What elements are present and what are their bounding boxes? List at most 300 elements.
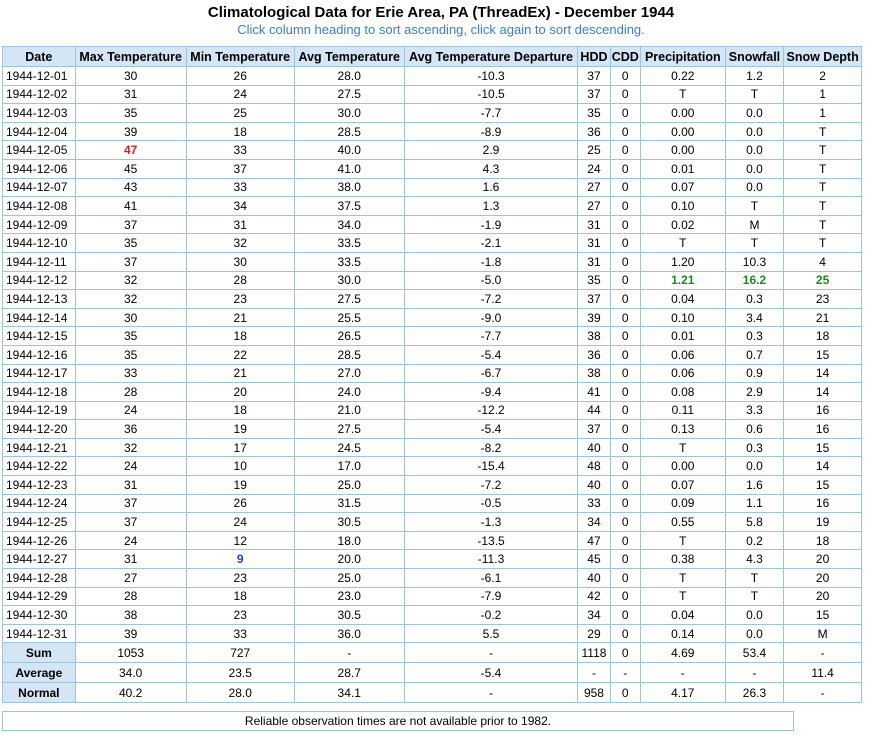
column-header-avg-temperature-departure[interactable]: Avg Temperature Departure bbox=[404, 47, 578, 67]
cell-snowfall: 0.0 bbox=[725, 122, 784, 141]
cell-date: 1944-12-14 bbox=[3, 308, 76, 327]
cell-max-temperature: 28 bbox=[75, 383, 186, 402]
cell-min-temperature: 18 bbox=[186, 401, 294, 420]
cell-min-temperature: 21 bbox=[186, 364, 294, 383]
table-row bbox=[3, 178, 862, 197]
summary-cell: 34.1 bbox=[294, 683, 404, 703]
summary-cell: 0 bbox=[610, 643, 640, 663]
cell-precipitation: 0.14 bbox=[640, 624, 725, 643]
cell-min-temperature: 34 bbox=[186, 197, 294, 216]
cell-snow-depth: 1 bbox=[784, 104, 862, 123]
table-row bbox=[3, 271, 862, 290]
cell-hdd: 35 bbox=[578, 271, 610, 290]
cell-max-temperature: 38 bbox=[75, 606, 186, 625]
table-row bbox=[3, 290, 862, 309]
cell-avg-temperature-departure: -7.2 bbox=[404, 476, 578, 495]
cell-date: 1944-12-28 bbox=[3, 569, 76, 588]
cell-avg-temperature: 41.0 bbox=[294, 159, 404, 178]
summary-cell: - bbox=[725, 663, 784, 683]
table-row bbox=[3, 364, 862, 383]
cell-cdd: 0 bbox=[610, 345, 640, 364]
cell-avg-temperature: 27.5 bbox=[294, 420, 404, 439]
cell-snowfall: 0.0 bbox=[725, 606, 784, 625]
cell-min-temperature: 23 bbox=[186, 569, 294, 588]
summary-cell: 11.4 bbox=[784, 663, 862, 683]
cell-snowfall: 0.3 bbox=[725, 290, 784, 309]
table-row bbox=[3, 345, 862, 364]
cell-avg-temperature-departure: -13.5 bbox=[404, 531, 578, 550]
cell-hdd: 40 bbox=[578, 476, 610, 495]
table-row bbox=[3, 476, 862, 495]
cell-snow-depth: 16 bbox=[784, 494, 862, 513]
cell-precipitation: 0.11 bbox=[640, 401, 725, 420]
cell-avg-temperature: 30.0 bbox=[294, 104, 404, 123]
cell-snow-depth: 16 bbox=[784, 420, 862, 439]
cell-avg-temperature: 31.5 bbox=[294, 494, 404, 513]
table-row bbox=[3, 159, 862, 178]
cell-hdd: 48 bbox=[578, 457, 610, 476]
cell-snowfall: 1.1 bbox=[725, 494, 784, 513]
cell-max-temperature: 30 bbox=[75, 67, 186, 86]
cell-snowfall: 0.6 bbox=[725, 420, 784, 439]
cell-snowfall: T bbox=[725, 234, 784, 253]
cell-precipitation: 0.13 bbox=[640, 420, 725, 439]
cell-hdd: 33 bbox=[578, 494, 610, 513]
cell-avg-temperature: 27.5 bbox=[294, 290, 404, 309]
cell-cdd: 0 bbox=[610, 234, 640, 253]
cell-avg-temperature-departure: -6.7 bbox=[404, 364, 578, 383]
column-header-snowfall[interactable]: Snowfall bbox=[725, 47, 784, 67]
cell-min-temperature: 28 bbox=[186, 271, 294, 290]
cell-cdd: 0 bbox=[610, 290, 640, 309]
cell-min-temperature: 21 bbox=[186, 308, 294, 327]
cell-avg-temperature: 28.0 bbox=[294, 67, 404, 86]
cell-cdd: 0 bbox=[610, 587, 640, 606]
cell-hdd: 38 bbox=[578, 364, 610, 383]
cell-precipitation: T bbox=[640, 438, 725, 457]
cell-date: 1944-12-29 bbox=[3, 587, 76, 606]
summary-cell: - bbox=[578, 663, 610, 683]
cell-avg-temperature-departure: -9.4 bbox=[404, 383, 578, 402]
cell-snowfall: 0.2 bbox=[725, 531, 784, 550]
cell-max-temperature: 30 bbox=[75, 308, 186, 327]
summary-cell: - bbox=[404, 683, 578, 703]
cell-avg-temperature-departure: -5.4 bbox=[404, 345, 578, 364]
column-header-date[interactable]: Date bbox=[3, 47, 76, 67]
cell-snowfall: 3.3 bbox=[725, 401, 784, 420]
table-summary bbox=[3, 643, 862, 703]
cell-avg-temperature-departure: -6.1 bbox=[404, 569, 578, 588]
cell-snowfall: T bbox=[725, 85, 784, 104]
cell-max-temperature: 35 bbox=[75, 327, 186, 346]
climate-data-table bbox=[2, 46, 862, 703]
cell-cdd: 0 bbox=[610, 122, 640, 141]
column-header-precipitation[interactable]: Precipitation bbox=[640, 47, 725, 67]
cell-precipitation: 0.38 bbox=[640, 550, 725, 569]
cell-snowfall: 0.0 bbox=[725, 624, 784, 643]
cell-avg-temperature-departure: -5.4 bbox=[404, 420, 578, 439]
cell-snowfall: 1.2 bbox=[725, 67, 784, 86]
table-row bbox=[3, 569, 862, 588]
cell-avg-temperature-departure: -1.8 bbox=[404, 252, 578, 271]
cell-avg-temperature: 25.5 bbox=[294, 308, 404, 327]
cell-precipitation: T bbox=[640, 531, 725, 550]
cell-date: 1944-12-02 bbox=[3, 85, 76, 104]
cell-precipitation: 0.10 bbox=[640, 308, 725, 327]
cell-cdd: 0 bbox=[610, 159, 640, 178]
cell-precipitation: 0.00 bbox=[640, 104, 725, 123]
cell-date: 1944-12-27 bbox=[3, 550, 76, 569]
cell-max-temperature: 24 bbox=[75, 401, 186, 420]
cell-precipitation: 0.00 bbox=[640, 457, 725, 476]
cell-date: 1944-12-31 bbox=[3, 624, 76, 643]
cell-hdd: 31 bbox=[578, 234, 610, 253]
cell-snow-depth: 20 bbox=[784, 550, 862, 569]
cell-snowfall: 5.8 bbox=[725, 513, 784, 532]
table-row bbox=[3, 420, 862, 439]
cell-cdd: 0 bbox=[610, 401, 640, 420]
cell-snow-depth: M bbox=[784, 624, 862, 643]
cell-cdd: 0 bbox=[610, 457, 640, 476]
cell-precipitation: 0.04 bbox=[640, 606, 725, 625]
cell-precipitation: 0.55 bbox=[640, 513, 725, 532]
cell-date: 1944-12-21 bbox=[3, 438, 76, 457]
cell-avg-temperature-departure: 1.3 bbox=[404, 197, 578, 216]
cell-max-temperature: 39 bbox=[75, 624, 186, 643]
summary-cell: - bbox=[610, 663, 640, 683]
summary-cell: 53.4 bbox=[725, 643, 784, 663]
cell-snow-depth: T bbox=[784, 215, 862, 234]
cell-precipitation: 0.06 bbox=[640, 345, 725, 364]
cell-snow-depth: 16 bbox=[784, 401, 862, 420]
cell-min-temperature: 23 bbox=[186, 606, 294, 625]
cell-cdd: 0 bbox=[610, 85, 640, 104]
cell-precipitation: 0.01 bbox=[640, 159, 725, 178]
cell-precipitation: 0.01 bbox=[640, 327, 725, 346]
cell-avg-temperature: 27.0 bbox=[294, 364, 404, 383]
table-row bbox=[3, 513, 862, 532]
cell-date: 1944-12-06 bbox=[3, 159, 76, 178]
cell-avg-temperature-departure: -12.2 bbox=[404, 401, 578, 420]
cell-date: 1944-12-01 bbox=[3, 67, 76, 86]
cell-date: 1944-12-12 bbox=[3, 271, 76, 290]
table-row bbox=[3, 308, 862, 327]
cell-date: 1944-12-11 bbox=[3, 252, 76, 271]
cell-snow-depth: 21 bbox=[784, 308, 862, 327]
cell-avg-temperature: 24.0 bbox=[294, 383, 404, 402]
cell-max-temperature: 47 bbox=[75, 141, 186, 160]
cell-max-temperature: 33 bbox=[75, 364, 186, 383]
cell-snowfall: T bbox=[725, 197, 784, 216]
table-row bbox=[3, 401, 862, 420]
cell-max-temperature: 32 bbox=[75, 438, 186, 457]
cell-snowfall: 2.9 bbox=[725, 383, 784, 402]
column-header-max-temperature[interactable]: Max Temperature bbox=[75, 47, 186, 67]
cell-precipitation: 1.21 bbox=[640, 271, 725, 290]
table-row bbox=[3, 252, 862, 271]
cell-avg-temperature: 23.0 bbox=[294, 587, 404, 606]
cell-max-temperature: 32 bbox=[75, 271, 186, 290]
cell-snow-depth: T bbox=[784, 141, 862, 160]
footnote: Reliable observation times are not available prior to 1982. bbox=[2, 711, 794, 731]
cell-min-temperature: 33 bbox=[186, 178, 294, 197]
cell-date: 1944-12-09 bbox=[3, 215, 76, 234]
table-row bbox=[3, 197, 862, 216]
cell-min-temperature: 19 bbox=[186, 476, 294, 495]
cell-snow-depth: 18 bbox=[784, 531, 862, 550]
column-header-hdd[interactable]: HDD bbox=[578, 47, 610, 67]
cell-max-temperature: 37 bbox=[75, 494, 186, 513]
summary-cell: 4.17 bbox=[640, 683, 725, 703]
cell-precipitation: 0.08 bbox=[640, 383, 725, 402]
table-row bbox=[3, 531, 862, 550]
cell-avg-temperature: 38.0 bbox=[294, 178, 404, 197]
cell-avg-temperature: 25.0 bbox=[294, 569, 404, 588]
column-header-cdd[interactable]: CDD bbox=[610, 47, 640, 67]
cell-hdd: 27 bbox=[578, 197, 610, 216]
cell-date: 1944-12-05 bbox=[3, 141, 76, 160]
cell-cdd: 0 bbox=[610, 476, 640, 495]
cell-hdd: 29 bbox=[578, 624, 610, 643]
summary-label: Sum bbox=[3, 643, 76, 663]
summary-cell: 26.3 bbox=[725, 683, 784, 703]
page-title: Climatological Data for Erie Area, PA (ThreadEx) - December 1944 bbox=[207, 4, 675, 21]
cell-min-temperature: 22 bbox=[186, 345, 294, 364]
cell-date: 1944-12-22 bbox=[3, 457, 76, 476]
cell-avg-temperature: 20.0 bbox=[294, 550, 404, 569]
cell-avg-temperature-departure: -7.2 bbox=[404, 290, 578, 309]
cell-cdd: 0 bbox=[610, 141, 640, 160]
cell-snowfall: 0.7 bbox=[725, 345, 784, 364]
cell-snow-depth: T bbox=[784, 197, 862, 216]
cell-min-temperature: 31 bbox=[186, 215, 294, 234]
cell-snow-depth: 14 bbox=[784, 364, 862, 383]
table-row bbox=[3, 104, 862, 123]
cell-cdd: 0 bbox=[610, 104, 640, 123]
cell-snowfall: T bbox=[725, 569, 784, 588]
cell-max-temperature: 35 bbox=[75, 234, 186, 253]
cell-avg-temperature-departure: -2.1 bbox=[404, 234, 578, 253]
cell-min-temperature: 18 bbox=[186, 122, 294, 141]
cell-min-temperature: 23 bbox=[186, 290, 294, 309]
cell-cdd: 0 bbox=[610, 624, 640, 643]
cell-cdd: 0 bbox=[610, 271, 640, 290]
cell-precipitation: 1.20 bbox=[640, 252, 725, 271]
cell-snowfall: 0.0 bbox=[725, 141, 784, 160]
cell-min-temperature: 32 bbox=[186, 234, 294, 253]
cell-snow-depth: 18 bbox=[784, 327, 862, 346]
cell-avg-temperature-departure: -7.7 bbox=[404, 104, 578, 123]
cell-avg-temperature-departure: 2.9 bbox=[404, 141, 578, 160]
table-row bbox=[3, 624, 862, 643]
cell-hdd: 47 bbox=[578, 531, 610, 550]
cell-max-temperature: 37 bbox=[75, 252, 186, 271]
cell-min-temperature: 12 bbox=[186, 531, 294, 550]
summary-cell: - bbox=[784, 683, 862, 703]
table-row bbox=[3, 606, 862, 625]
cell-date: 1944-12-07 bbox=[3, 178, 76, 197]
cell-max-temperature: 32 bbox=[75, 290, 186, 309]
cell-max-temperature: 31 bbox=[75, 85, 186, 104]
cell-max-temperature: 41 bbox=[75, 197, 186, 216]
cell-avg-temperature: 28.5 bbox=[294, 345, 404, 364]
column-header-avg-temperature[interactable]: Avg Temperature bbox=[294, 47, 404, 67]
cell-hdd: 44 bbox=[578, 401, 610, 420]
cell-avg-temperature-departure: -8.9 bbox=[404, 122, 578, 141]
cell-precipitation: T bbox=[640, 85, 725, 104]
column-header-min-temperature[interactable]: Min Temperature bbox=[186, 47, 294, 67]
summary-cell: - bbox=[784, 643, 862, 663]
cell-avg-temperature-departure: -1.9 bbox=[404, 215, 578, 234]
cell-precipitation: 0.04 bbox=[640, 290, 725, 309]
summary-cell: 1053 bbox=[75, 643, 186, 663]
cell-snow-depth: 20 bbox=[784, 587, 862, 606]
cell-avg-temperature-departure: 5.5 bbox=[404, 624, 578, 643]
cell-hdd: 37 bbox=[578, 67, 610, 86]
table-row bbox=[3, 141, 862, 160]
cell-cdd: 0 bbox=[610, 569, 640, 588]
summary-cell: 727 bbox=[186, 643, 294, 663]
cell-avg-temperature-departure: -0.5 bbox=[404, 494, 578, 513]
cell-precipitation: T bbox=[640, 569, 725, 588]
summary-cell: - bbox=[294, 643, 404, 663]
cell-avg-temperature: 27.5 bbox=[294, 85, 404, 104]
table-row bbox=[3, 234, 862, 253]
cell-min-temperature: 26 bbox=[186, 494, 294, 513]
cell-max-temperature: 31 bbox=[75, 550, 186, 569]
cell-cdd: 0 bbox=[610, 550, 640, 569]
cell-hdd: 39 bbox=[578, 308, 610, 327]
cell-avg-temperature-departure: 1.6 bbox=[404, 178, 578, 197]
cell-snow-depth: T bbox=[784, 159, 862, 178]
summary-cell: 40.2 bbox=[75, 683, 186, 703]
cell-snowfall: 0.0 bbox=[725, 457, 784, 476]
cell-avg-temperature: 30.0 bbox=[294, 271, 404, 290]
cell-avg-temperature: 33.5 bbox=[294, 252, 404, 271]
cell-min-temperature: 24 bbox=[186, 85, 294, 104]
table-row bbox=[3, 550, 862, 569]
cell-cdd: 0 bbox=[610, 178, 640, 197]
table-row bbox=[3, 327, 862, 346]
summary-row-average bbox=[3, 663, 862, 683]
cell-hdd: 31 bbox=[578, 215, 610, 234]
cell-hdd: 40 bbox=[578, 569, 610, 588]
cell-date: 1944-12-08 bbox=[3, 197, 76, 216]
cell-avg-temperature: 37.5 bbox=[294, 197, 404, 216]
table-row bbox=[3, 587, 862, 606]
cell-avg-temperature-departure: -0.2 bbox=[404, 606, 578, 625]
cell-max-temperature: 24 bbox=[75, 457, 186, 476]
table-body bbox=[3, 67, 862, 643]
cell-hdd: 45 bbox=[578, 550, 610, 569]
cell-min-temperature: 33 bbox=[186, 141, 294, 160]
cell-date: 1944-12-26 bbox=[3, 531, 76, 550]
header-row bbox=[3, 47, 862, 67]
cell-snow-depth: 14 bbox=[784, 383, 862, 402]
cell-hdd: 36 bbox=[578, 122, 610, 141]
column-header-snow-depth[interactable]: Snow Depth bbox=[784, 47, 862, 67]
cell-min-temperature: 9 bbox=[186, 550, 294, 569]
table-row bbox=[3, 67, 862, 86]
cell-max-temperature: 39 bbox=[75, 122, 186, 141]
cell-snow-depth: 4 bbox=[784, 252, 862, 271]
cell-hdd: 42 bbox=[578, 587, 610, 606]
cell-max-temperature: 35 bbox=[75, 104, 186, 123]
cell-snow-depth: 20 bbox=[784, 569, 862, 588]
cell-avg-temperature: 28.5 bbox=[294, 122, 404, 141]
cell-cdd: 0 bbox=[610, 438, 640, 457]
cell-min-temperature: 18 bbox=[186, 327, 294, 346]
cell-avg-temperature-departure: -1.3 bbox=[404, 513, 578, 532]
cell-date: 1944-12-04 bbox=[3, 122, 76, 141]
cell-avg-temperature: 17.0 bbox=[294, 457, 404, 476]
cell-date: 1944-12-19 bbox=[3, 401, 76, 420]
cell-precipitation: 0.06 bbox=[640, 364, 725, 383]
cell-cdd: 0 bbox=[610, 67, 640, 86]
cell-max-temperature: 35 bbox=[75, 345, 186, 364]
cell-cdd: 0 bbox=[610, 513, 640, 532]
cell-hdd: 35 bbox=[578, 104, 610, 123]
cell-snow-depth: T bbox=[784, 234, 862, 253]
cell-snow-depth: T bbox=[784, 178, 862, 197]
summary-cell: 4.69 bbox=[640, 643, 725, 663]
cell-snowfall: 0.3 bbox=[725, 327, 784, 346]
cell-avg-temperature: 33.5 bbox=[294, 234, 404, 253]
cell-hdd: 37 bbox=[578, 420, 610, 439]
cell-avg-temperature-departure: -10.5 bbox=[404, 85, 578, 104]
cell-date: 1944-12-24 bbox=[3, 494, 76, 513]
cell-max-temperature: 36 bbox=[75, 420, 186, 439]
cell-precipitation: 0.09 bbox=[640, 494, 725, 513]
cell-precipitation: 0.02 bbox=[640, 215, 725, 234]
cell-avg-temperature: 30.5 bbox=[294, 513, 404, 532]
cell-min-temperature: 20 bbox=[186, 383, 294, 402]
cell-snowfall: 3.4 bbox=[725, 308, 784, 327]
cell-date: 1944-12-30 bbox=[3, 606, 76, 625]
cell-avg-temperature-departure: -7.7 bbox=[404, 327, 578, 346]
cell-hdd: 34 bbox=[578, 606, 610, 625]
cell-date: 1944-12-23 bbox=[3, 476, 76, 495]
cell-hdd: 37 bbox=[578, 85, 610, 104]
cell-max-temperature: 27 bbox=[75, 569, 186, 588]
summary-cell: 28.0 bbox=[186, 683, 294, 703]
cell-max-temperature: 37 bbox=[75, 215, 186, 234]
cell-snowfall: 0.0 bbox=[725, 104, 784, 123]
table-row bbox=[3, 85, 862, 104]
cell-max-temperature: 24 bbox=[75, 531, 186, 550]
cell-hdd: 25 bbox=[578, 141, 610, 160]
cell-snow-depth: 19 bbox=[784, 513, 862, 532]
cell-avg-temperature: 34.0 bbox=[294, 215, 404, 234]
summary-row-normal bbox=[3, 683, 862, 703]
table-row bbox=[3, 438, 862, 457]
cell-max-temperature: 43 bbox=[75, 178, 186, 197]
cell-cdd: 0 bbox=[610, 606, 640, 625]
summary-cell: 1118 bbox=[578, 643, 610, 663]
cell-precipitation: 0.22 bbox=[640, 67, 725, 86]
summary-label: Normal bbox=[3, 683, 76, 703]
cell-date: 1944-12-17 bbox=[3, 364, 76, 383]
cell-avg-temperature: 26.5 bbox=[294, 327, 404, 346]
cell-precipitation: T bbox=[640, 587, 725, 606]
cell-avg-temperature-departure: -10.3 bbox=[404, 67, 578, 86]
summary-cell: 0 bbox=[610, 683, 640, 703]
cell-date: 1944-12-16 bbox=[3, 345, 76, 364]
cell-snowfall: 1.6 bbox=[725, 476, 784, 495]
cell-avg-temperature-departure: 4.3 bbox=[404, 159, 578, 178]
cell-snow-depth: 14 bbox=[784, 457, 862, 476]
cell-cdd: 0 bbox=[610, 197, 640, 216]
